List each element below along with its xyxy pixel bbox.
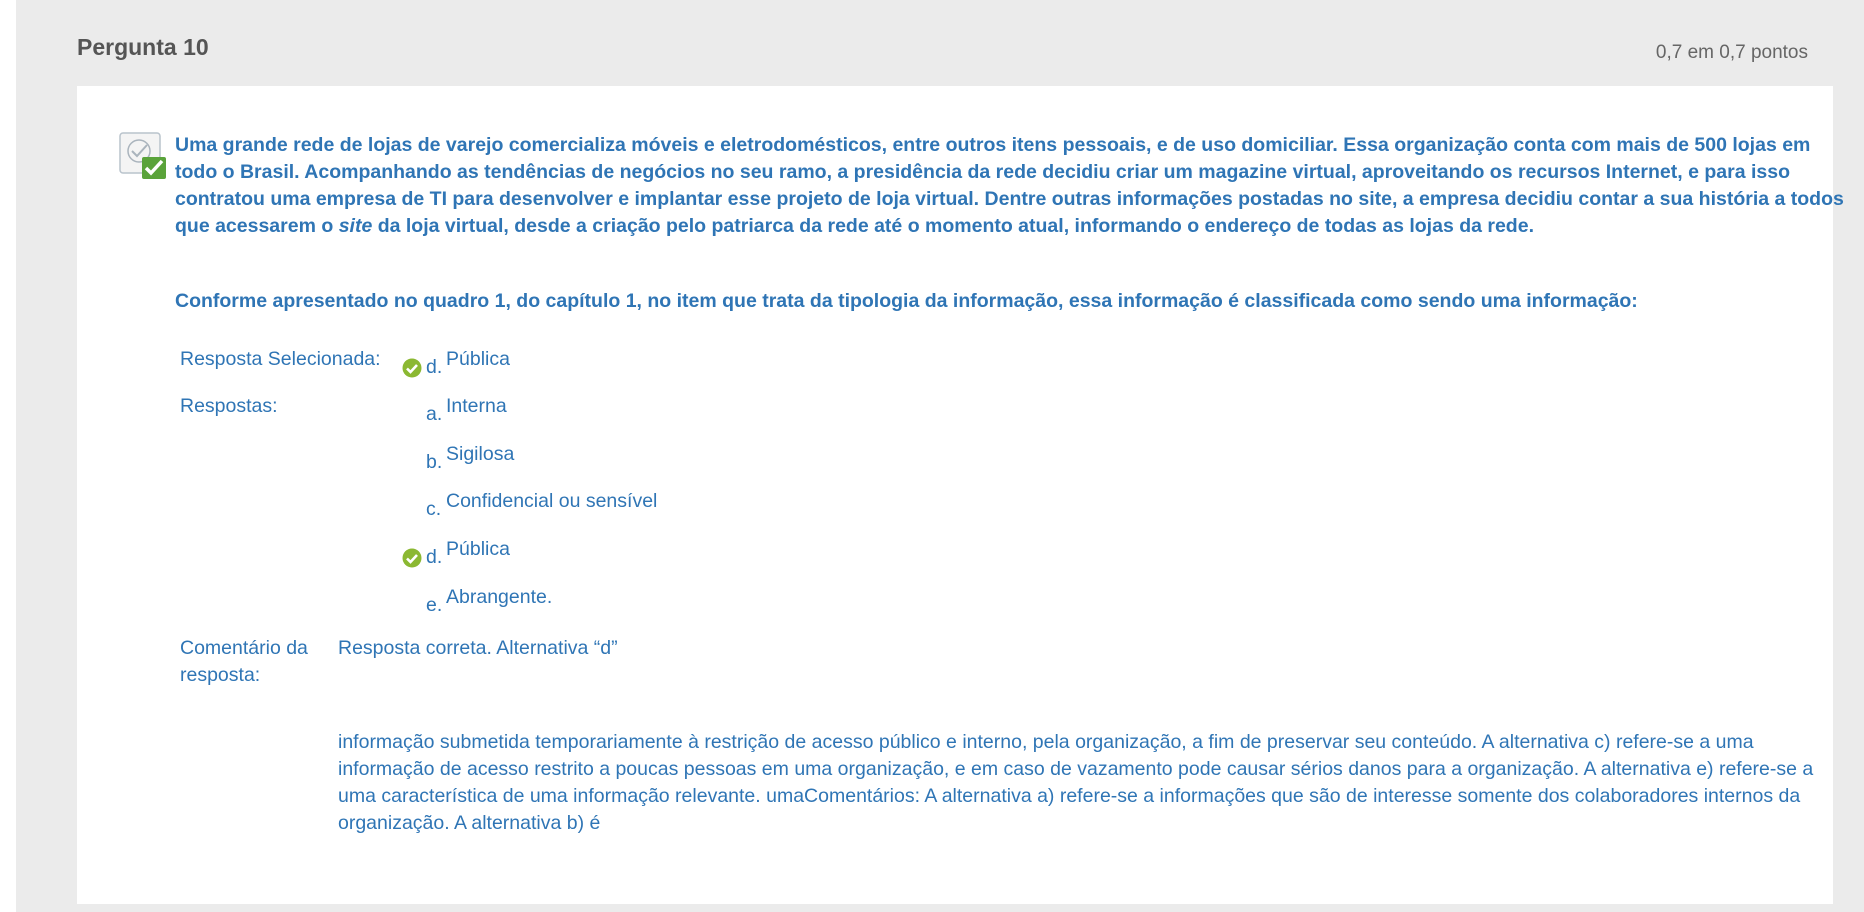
question-text-part1: Uma grande rede de lojas de varejo comercializa móveis e eletrodomésticos, entre outros itens pessoais, e de uso domiciliar. Essa organização conta com mais de 500 lojas em todo o Brasil. Acompanhando as tendências de negócios no seu ramo, a presidência da rede decidiu criar um magazine virtual, aproveitando os recursos Internet, e para isso contratou uma empresa de TI para desenvolver e implantar esse projeto de loja virtual. Dentre outras informações postadas no site, a empresa decidiu contar a sua história a todos que acessarem o [175, 134, 1844, 237]
question-prompt: Conforme apresentado no quadro 1, do capítulo 1, no item que trata da tipologia da informação, essa informação é classificada como sendo uma informação: [175, 290, 1638, 312]
question-text-italic: site [338, 215, 373, 237]
correct-status-icon [118, 131, 170, 183]
answer-letter: e. [426, 594, 443, 616]
comment-label-line2: resposta: [180, 664, 261, 686]
question-text-part2: da loja virtual, desde a criação pelo patriarca da rede até o momento atual, informando o endereço de todas as lojas da rede. [372, 215, 1534, 237]
answer-letter: b. [426, 451, 443, 473]
question-text [175, 132, 1855, 240]
question-points: 0,7 em 0,7 pontos [1655, 42, 1808, 63]
answers-label: Respostas: [180, 395, 278, 417]
answer-text: Abrangente. [446, 586, 553, 608]
comment-body: informação submetida temporariamente à restrição de acesso público e interno, pela organização, a fim de preservar seu conteúdo. A alternativa c) refere-se a uma informação de acesso restrito a poucas pessoas em uma organização, e em caso de vazamento pode causar sérios danos para a organização. A alternativa e) refere-se a uma característica de uma informação relevante. umaComentários: A alternativa a) refere-se a informações que são de interesse somente dos colaboradores internos da organização. A alternativa b) é [338, 731, 1814, 834]
answer-text: Sigilosa [446, 443, 515, 465]
comment-first-line: Resposta correta. Alternativa “d” [338, 637, 618, 659]
question-panel [16, 0, 1864, 912]
answer-text: Pública [446, 538, 510, 560]
green-check-icon [402, 548, 422, 568]
comment-label-line1: Comentário da [180, 637, 308, 659]
answer-letter: a. [426, 403, 443, 425]
selected-answer-label: Resposta Selecionada: [180, 348, 381, 370]
question-card [77, 86, 1844, 904]
answer-text: Interna [446, 395, 507, 417]
answer-letter: c. [426, 498, 442, 520]
answer-text: Confidencial ou sensível [446, 490, 658, 512]
comment-label [180, 635, 308, 689]
green-check-icon [402, 358, 422, 378]
answer-letter: d. [426, 546, 443, 568]
question-title: Pergunta 10 [77, 34, 209, 60]
selected-answer-text: Pública [446, 348, 510, 370]
selected-answer-letter: d. [426, 356, 443, 378]
